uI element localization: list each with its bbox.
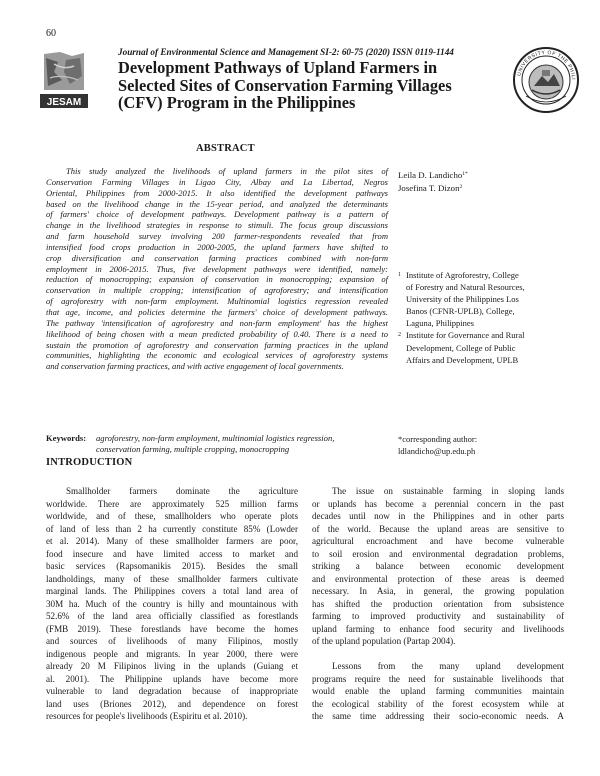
body-line: indigenous people and migrants. In year 2000, there were: [46, 648, 298, 659]
body-line: of the upland population (Partap 2004).: [312, 636, 456, 646]
keywords-line: conservation farming, multiple cropping, monocropping: [96, 444, 290, 454]
keywords-text: [96, 433, 334, 455]
body-line: worldwide. There are approximately 525 million farms: [46, 498, 298, 509]
body-column-left: [46, 485, 298, 723]
abstract-line: Conservation Farming Villages in Ligao City, Albay and La Libertad, Negros: [46, 176, 388, 187]
journal-citation: Journal of Environmental Science and Management SI-2: 60-75 (2020) ISSN 0119-1144: [118, 47, 454, 57]
introduction-heading: INTRODUCTION: [46, 457, 133, 468]
body-line: the ecological stability of the forest ecosystem while at: [312, 698, 564, 709]
abstract-line: crop diversification and conservation farming practices combined with non-farm: [46, 252, 388, 263]
body-line: of the world. Because the upland areas are sensitive to: [312, 523, 564, 534]
body-column-right: [312, 485, 564, 723]
keywords-line: agroforestry, non-farm employment, multinomial logistics regression,: [96, 433, 335, 443]
affiliation: [398, 329, 525, 365]
body-line: to soil erosion and environmental degradation problems,: [312, 548, 564, 559]
body-line: Lessons from the many upland development: [332, 661, 564, 671]
body-line: farming to improved productivity and sustainability of: [312, 611, 564, 621]
author-affil-mark: 1*: [462, 171, 468, 177]
body-line: 52.6% of the land area officially classified as forestlands: [46, 611, 298, 621]
affiliation-line: of Forestry and Natural Resources,: [406, 282, 525, 293]
body-line: or uplands has become a perennial concern in the past: [312, 498, 564, 509]
body-line: of land of less than 2 ha currently constitute 85% (Lowder: [46, 523, 298, 534]
body-line: striking a balance between economic development: [312, 561, 564, 571]
abstract-body: [46, 166, 388, 372]
corresponding-label: *corresponding author:: [398, 434, 478, 444]
body-line: et al. 2014). Many of these smallholder farmers are poor,: [46, 536, 298, 546]
body-line: the same time addressing their socio-economic needs. A: [312, 711, 564, 721]
title-line: Development Pathways of Upland Farmers in: [118, 58, 438, 77]
abstract-line: based on the livelihood change in the 15-year period, and analyzed the determinants: [46, 198, 388, 209]
svg-text:UNIVERSITY OF THE PHILIPPINES: UNIVERSITY OF THE PHILI: [516, 49, 577, 81]
paragraph-gap: [312, 648, 564, 661]
body-line: necessary. In Asia, in general, the growing population: [312, 586, 564, 596]
affiliation-number: 1: [398, 272, 401, 278]
abstract-line: reduction of monocropping; expansion of conservation in monocropping; expansion of: [46, 274, 388, 285]
body-line: resources for people's livelihoods (Espiritu et al. 2010).: [46, 711, 248, 721]
body-line: would enable the upland farming communities maintain: [312, 686, 564, 696]
title-line: (CFV) Program in the Philippines: [118, 93, 356, 113]
body-line: already 20 M Filipinos living in the uplands (Guiang et: [46, 661, 298, 671]
author-entry: [398, 181, 468, 194]
keywords-label: Keywords:: [46, 433, 87, 443]
abstract-line: of agroforestry with non-farm employment. Multinomial logistics regression revealed: [46, 296, 388, 307]
abstract-line: that age, income, and policies determine the farmers' choice of development pathways.: [46, 306, 388, 317]
abstract-line: The pathway 'intensification of agroforestry and non-farm employment' has the highest: [46, 317, 388, 328]
body-line: 30M ha. Much of the country is hilly and mountainous with: [46, 598, 298, 609]
body-line: and environmental protection of these areas is deemed: [312, 573, 564, 584]
abstract-line: and farm household survey involving 200 farmer-respondents revealed that from: [46, 231, 388, 242]
body-line: al. 2001). The Philippine uplands have become more: [46, 673, 298, 684]
body-line: landholdings, many of these smallholder farmers cultivate: [46, 573, 298, 584]
affiliation: [398, 269, 525, 329]
author-name: Josefina T. Dizon: [398, 183, 460, 193]
body-line: agricultural encroachment and have become vulnerable: [312, 536, 564, 546]
body-line: programs require the need for sustainable livelihoods that: [312, 673, 564, 684]
affiliation-line: Laguna, Philippines: [406, 318, 474, 329]
body-line: basic services (Rapsomanikis 2015). Besides the small: [46, 561, 298, 571]
body-line: decades until now in the Philippines and in other parts: [312, 511, 564, 521]
body-line: worldwide, and of these, smallholders who operate plots: [46, 511, 298, 521]
affiliation-line: Banos (CFNR-UPLB), College,: [406, 306, 515, 317]
affiliation-line: University of the Philippines Los: [406, 294, 519, 305]
author-list: [398, 168, 468, 194]
abstract-line: This study analyzed the livelihoods of upland farmers in the pilot sites of: [66, 166, 388, 176]
body-line: Smallholder farmers dominate the agriculture: [66, 486, 298, 496]
page-number: 60: [46, 28, 56, 39]
affiliation-line: Affairs and Development, UPLB: [406, 354, 519, 365]
body-line: has shifted the production orientation from subsistence: [312, 598, 564, 609]
abstract-line: and conservation farming practices, and with active engagement of local governments.: [46, 361, 344, 372]
body-line: land uses (Briones 2012), and dependence on forest: [46, 698, 298, 709]
abstract-line: Oriental, Philippines from 2000-2015. It also identified the development pathways: [46, 187, 388, 198]
seal-logo: [512, 46, 580, 114]
body-line: vulnerable to land degradation because of inappropriate: [46, 686, 298, 696]
affiliation-line: Development, College of Public: [406, 342, 516, 353]
body-line: (FMB 2019). These forestlands have become the homes: [46, 623, 298, 634]
abstract-line: conservation in multiple cropping; intensification of agroforestry; and intensification: [46, 285, 388, 296]
abstract-line: intensified food crops production in 2000-2005, the upland farmers have shifted to: [46, 241, 388, 252]
author-name: Leila D. Landicho: [398, 170, 463, 180]
abstract-line: sustain the promotion of agroforestry and conservation farming practices in the upland: [46, 339, 388, 350]
body-line: and sources of livelihoods of many Filipinos, mostly: [46, 636, 298, 646]
abstract-heading: ABSTRACT: [196, 143, 255, 154]
abstract-line: communities, highlighting the economic and ecological services of agroforestry systems: [46, 350, 388, 361]
body-line: marginal lands. The Philippines covers a total land area of: [46, 586, 298, 596]
corresponding-author: [398, 433, 477, 457]
affiliation-line: Institute of Agroforestry, College: [406, 270, 519, 280]
affiliation-number: 2: [398, 332, 401, 339]
author-entry: [398, 168, 468, 181]
author-affil-mark: 2: [459, 184, 463, 190]
body-line: upland farming to enhance food security and livelihoods: [312, 623, 564, 634]
abstract-line: likelihood of being chosen with a mean predicted probability of 0.40. There is a need to: [46, 328, 388, 339]
affiliation-list: [398, 269, 525, 366]
jesam-logo: [40, 50, 88, 108]
abstract-line: change in the livelihood strategies in response to stimuli. The focus group discussions: [46, 220, 388, 231]
abstract-line: employment in 2006-2015. Thus, five development pathways were identified, namely:: [46, 263, 388, 274]
body-line: The issue on sustainable farming in sloping lands: [332, 486, 564, 496]
title-line: Selected Sites of Conservation Farming Villages: [118, 75, 452, 95]
jesam-logo-label: JESAM: [46, 97, 82, 108]
paper-title: [118, 59, 508, 112]
corresponding-email[interactable]: ldlandicho@up.edu.ph: [398, 446, 476, 457]
abstract-line: of farmers' choice of development pathways. Development pathway is a pattern of: [46, 209, 388, 220]
body-line: food insecure and have limited access to market and: [46, 548, 298, 559]
affiliation-line: Institute for Governance and Rural: [406, 330, 525, 341]
